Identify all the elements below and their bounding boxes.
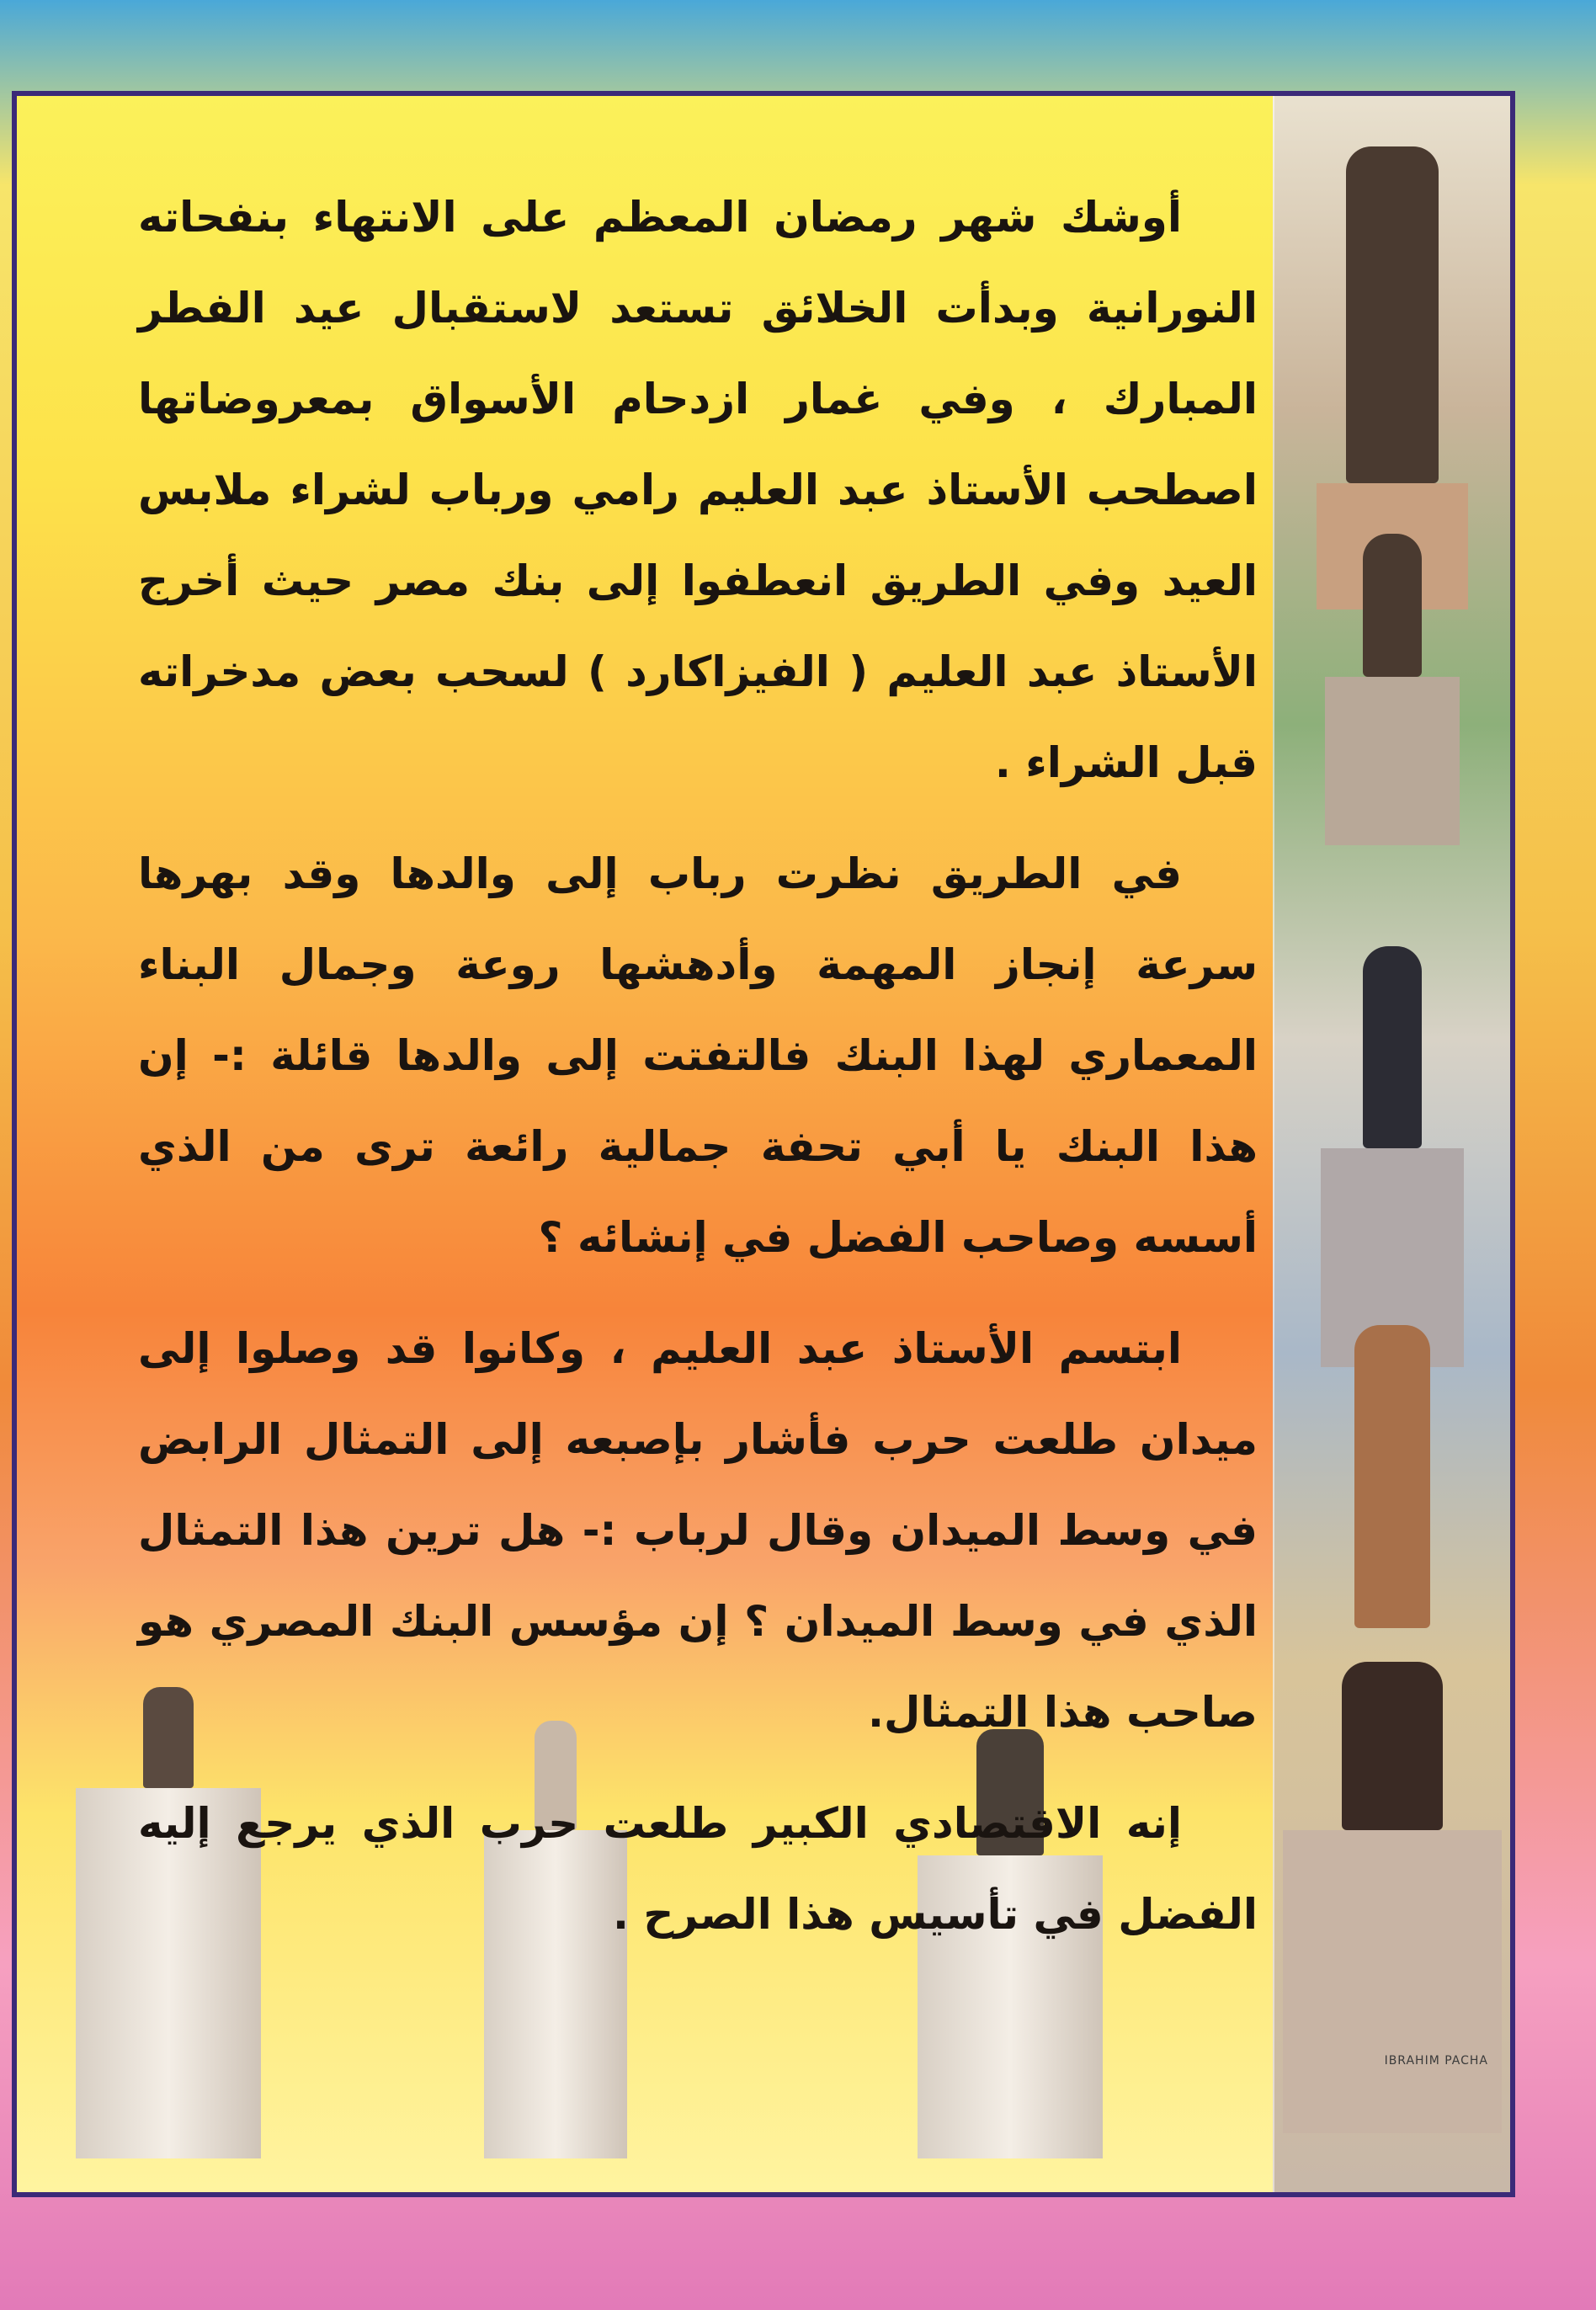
paragraph: إنه الاقتصادي الكبير طلعت حرب الذي يرجع إليه الفضل في تأسيس هذا الصرح .: [138, 1799, 1258, 1939]
statue-figure: [1363, 946, 1422, 1148]
statue-figure: [1346, 146, 1439, 483]
book-page: [12, 91, 1515, 2197]
statue-pedestal: [1325, 677, 1460, 845]
paragraph: في الطريق نظرت رباب إلى والدها وقد بهرها سرعة إنجاز المهمة وأدهشها روعة وجمال البناء المعماري لهذا البنك فالتفتت إلى والدها قائلة :- إن هذا البنك يا أبي تحفة جمالية رائعة ترى من الذي أسسه وصاحب الفضل في إنشائه ؟: [138, 849, 1258, 1262]
paragraph: أوشك شهر رمضان المعظم على الانتهاء بنفحاته النورانية وبدأت الخلائق تستعد لاستقبال عيد الفطر المبارك ، وفي غمار ازدحام الأسواق بمعروضاتها اصطحب الأستاذ عبد العليم رامي ورباب لشراء ملابس العيد وفي الطريق انعطفوا إلى بنك مصر حيث أخرج الأستاذ عبد العليم ( الفيزاكارد ) لسحب بعض مدخراته قبل الشراء .: [138, 193, 1258, 787]
story-text: [138, 172, 1258, 1980]
statue-pedestal: [1283, 1830, 1502, 2133]
statue-photo-strip: [1273, 96, 1510, 2192]
statue-figure: [1354, 1325, 1430, 1628]
statue-figure: [1342, 1662, 1443, 1830]
statue-caption: IBRAHIM PACHA: [1384, 2054, 1488, 2068]
statue-figure: [1363, 534, 1422, 677]
paragraph: ابتسم الأستاذ عبد العليم ، وكانوا قد وصلوا إلى ميدان طلعت حرب فأشار بإصبعه إلى التمثال الرابض في وسط الميدان وقال لرباب :- هل ترين هذا التمثال الذي في وسط الميدان ؟ إن مؤسس البنك المصري هو صاحب هذا التمثال.: [138, 1324, 1258, 1737]
